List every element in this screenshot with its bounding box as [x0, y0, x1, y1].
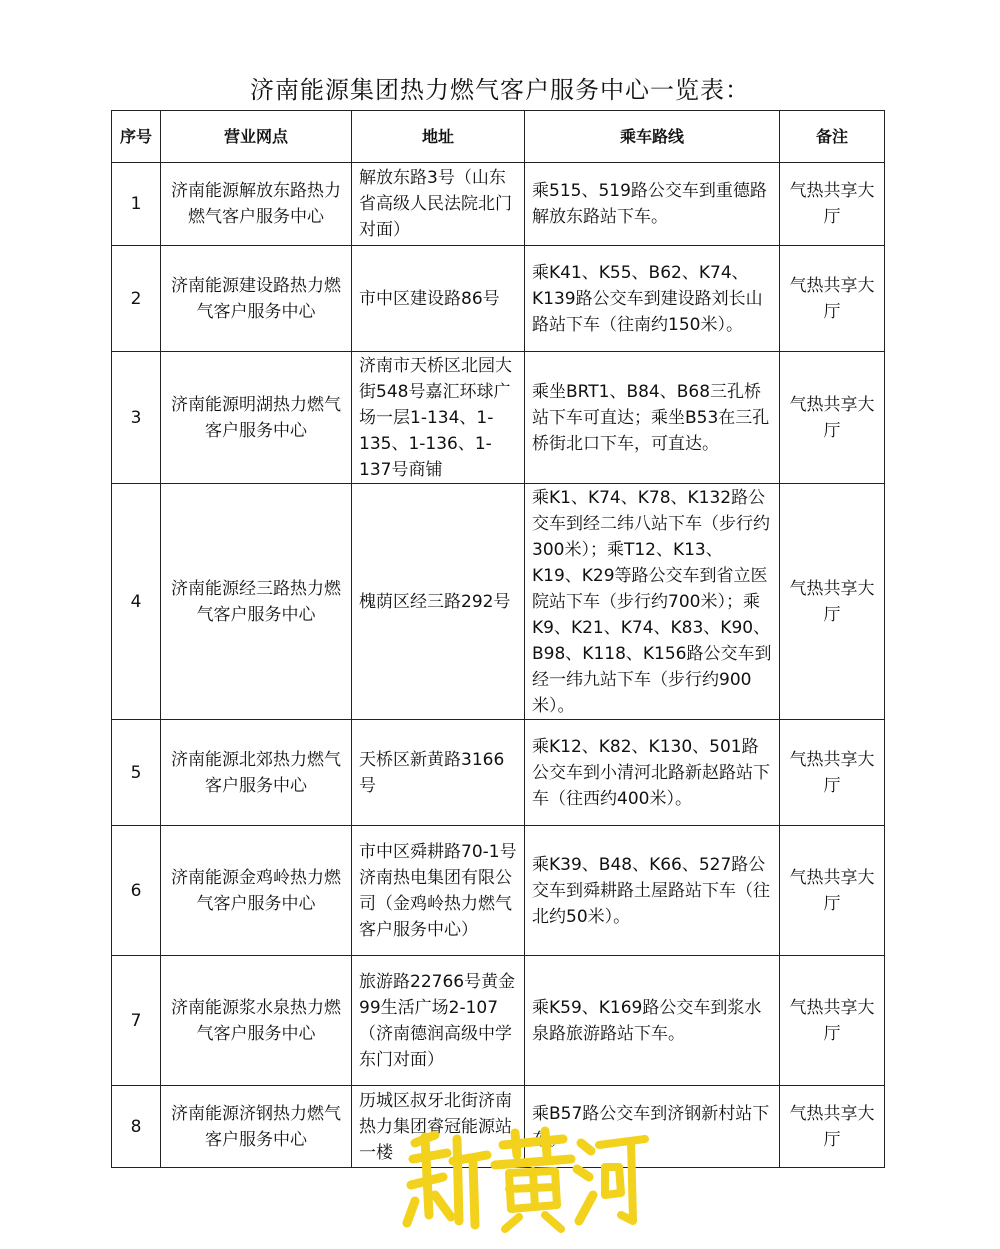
- row-name: 济南能源北郊热力燃气客户服务中心: [161, 720, 352, 826]
- header-address: 地址: [352, 111, 525, 163]
- row-address: 天桥区新黄路3166号: [352, 720, 525, 826]
- row-address: 市中区舜耕路70-1号济南热电集团有限公司（金鸡岭热力燃气客户服务中心）: [352, 826, 525, 956]
- row-seq: 7: [112, 956, 161, 1086]
- row-note: 气热共享大厅: [780, 163, 885, 246]
- row-name: 济南能源建设路热力燃气客户服务中心: [161, 246, 352, 352]
- row-route: 乘K12、K82、K130、501路公交车到小清河北路新赵路站下车（往西约400米）。: [525, 720, 780, 826]
- row-address: 济南市天桥区北园大街548号嘉汇环球广场一层1-134、1-135、1-136、1-137号商铺: [352, 352, 525, 484]
- row-route: 乘B57路公交车到济钢新村站下车。: [525, 1086, 780, 1168]
- row-note: 气热共享大厅: [780, 826, 885, 956]
- row-route: 乘K39、B48、K66、527路公交车到舜耕路土屋路站下车（往北约50米）。: [525, 826, 780, 956]
- row-name: 济南能源经三路热力燃气客户服务中心: [161, 484, 352, 720]
- row-seq: 4: [112, 484, 161, 720]
- row-address: 市中区建设路86号: [352, 246, 525, 352]
- row-name: 济南能源金鸡岭热力燃气客户服务中心: [161, 826, 352, 956]
- row-seq: 6: [112, 826, 161, 956]
- service-center-table: [111, 110, 885, 1168]
- table-row: [112, 352, 885, 484]
- row-seq: 8: [112, 1086, 161, 1168]
- header-seq: 序号: [112, 111, 161, 163]
- row-name: 济南能源济钢热力燃气客户服务中心: [161, 1086, 352, 1168]
- row-name: 济南能源解放东路热力燃气客户服务中心: [161, 163, 352, 246]
- row-seq: 2: [112, 246, 161, 352]
- table-row: [112, 246, 885, 352]
- header-note: 备注: [780, 111, 885, 163]
- row-seq: 1: [112, 163, 161, 246]
- row-seq: 5: [112, 720, 161, 826]
- row-address: 解放东路3号（山东省高级人民法院北门对面）: [352, 163, 525, 246]
- table-header-row: [112, 111, 885, 163]
- row-address: 旅游路22766号黄金99生活广场2-107（济南德润高级中学东门对面）: [352, 956, 525, 1086]
- table-row: [112, 720, 885, 826]
- table-row: [112, 826, 885, 956]
- row-note: 气热共享大厅: [780, 246, 885, 352]
- row-note: 气热共享大厅: [780, 352, 885, 484]
- header-name: 营业网点: [161, 111, 352, 163]
- table-row: [112, 163, 885, 246]
- row-note: 气热共享大厅: [780, 956, 885, 1086]
- row-name: 济南能源浆水泉热力燃气客户服务中心: [161, 956, 352, 1086]
- row-name: 济南能源明湖热力燃气客户服务中心: [161, 352, 352, 484]
- row-route: 乘K1、K74、K78、K132路公交车到经二纬八站下车（步行约300米）；乘T12、K13、K19、K29等路公交车到省立医院站下车（步行约700米）；乘K9、K21、K74、K83、K90、B98、K118、K156路公交车到经一纬九站下车（步行约900米）。: [525, 484, 780, 720]
- row-note: 气热共享大厅: [780, 484, 885, 720]
- row-note: 气热共享大厅: [780, 1086, 885, 1168]
- row-note: 气热共享大厅: [780, 720, 885, 826]
- header-route: 乘车路线: [525, 111, 780, 163]
- row-address: 历城区叔牙北街济南热力集团睿冠能源站一楼: [352, 1086, 525, 1168]
- page-title: 济南能源集团热力燃气客户服务中心一览表：: [250, 76, 750, 104]
- row-seq: 3: [112, 352, 161, 484]
- table-row: [112, 484, 885, 720]
- row-route: 乘515、519路公交车到重德路解放东路站下车。: [525, 163, 780, 246]
- row-route: 乘K41、K55、B62、K74、K139路公交车到建设路刘长山路站下车（往南约150米）。: [525, 246, 780, 352]
- table-row: [112, 956, 885, 1086]
- watermark-logo: [395, 1125, 655, 1235]
- row-address: 槐荫区经三路292号: [352, 484, 525, 720]
- row-route: 乘坐BRT1、B84、B68三孔桥站下车可直达；乘坐B53在三孔桥街北口下车，可直达。: [525, 352, 780, 484]
- row-route: 乘K59、K169路公交车到浆水泉路旅游路站下车。: [525, 956, 780, 1086]
